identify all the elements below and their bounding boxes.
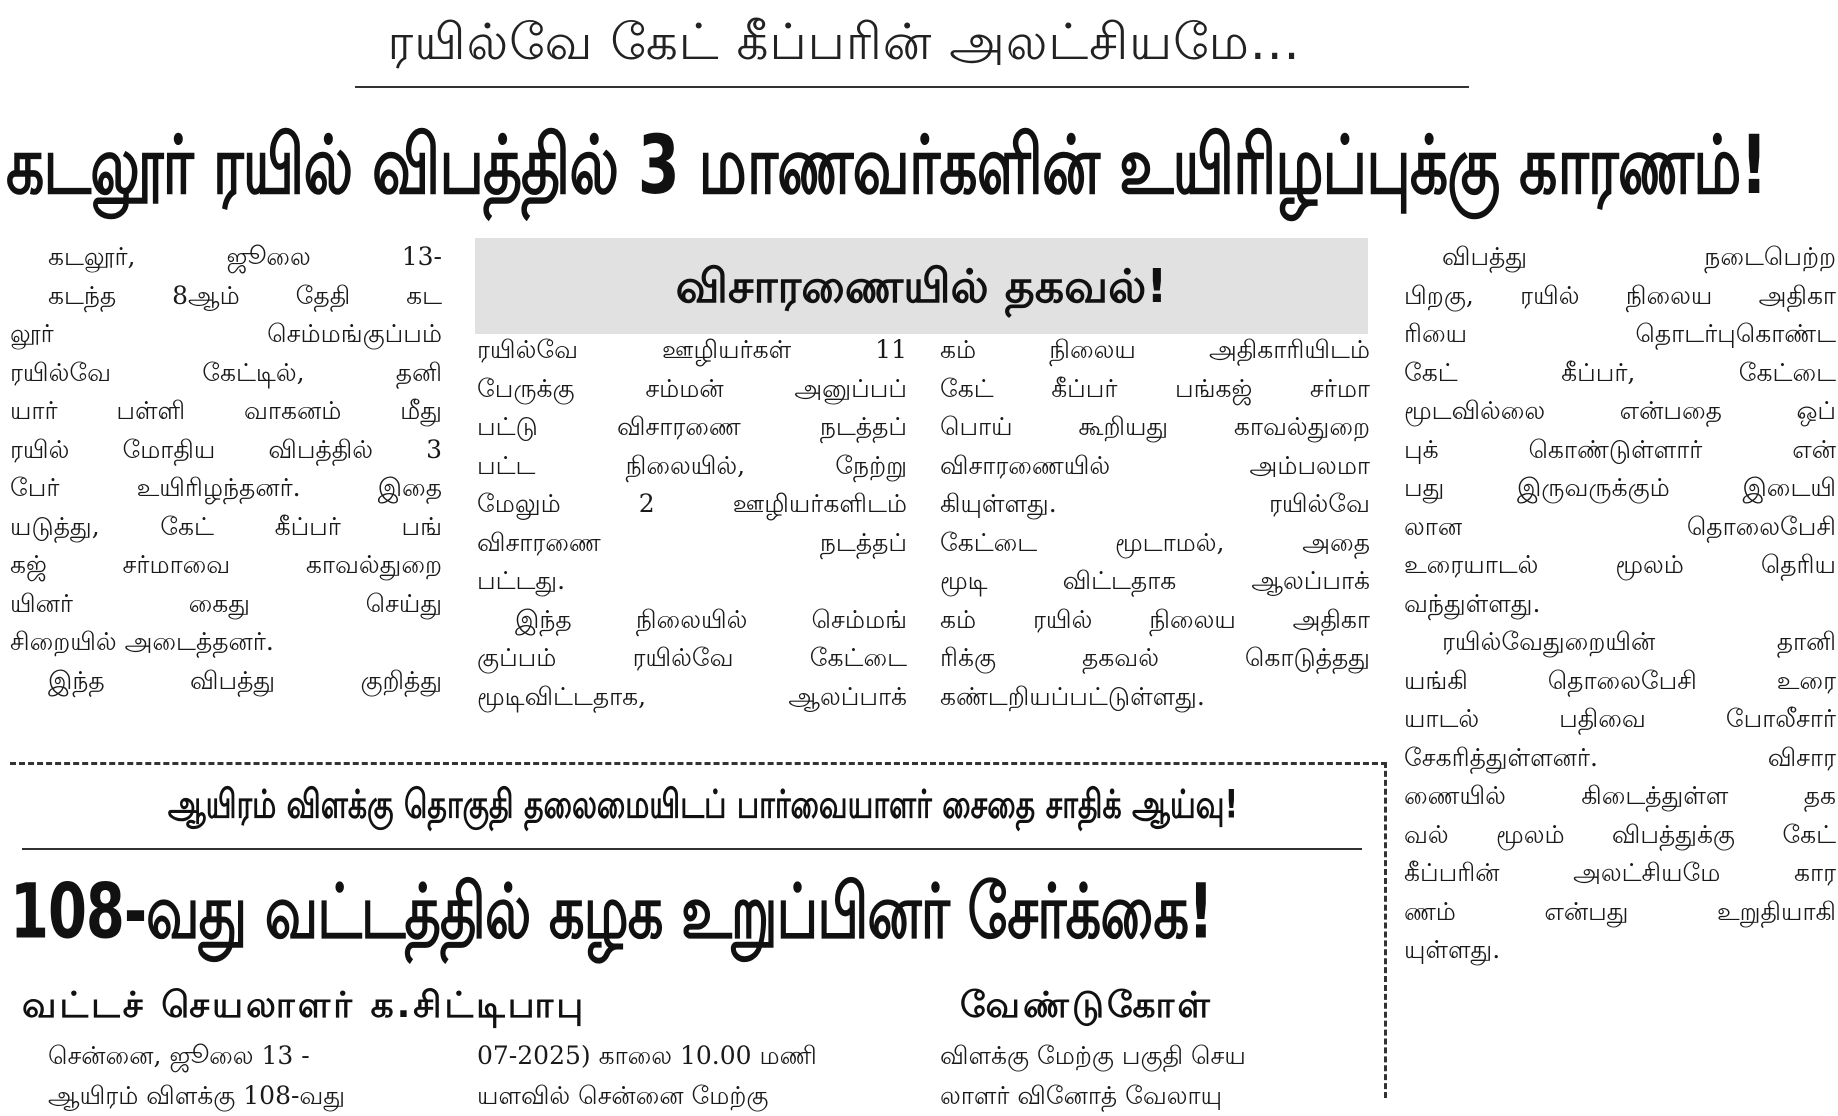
body-line: ரயில்வே கேட்டில், தனி bbox=[10, 357, 442, 387]
article2-border-top bbox=[10, 762, 1387, 765]
body-line: கண்டறியப்பட்டுள்ளது. bbox=[940, 681, 1205, 711]
article2-byline bbox=[22, 976, 1362, 1036]
article1-subhead: விசாரணையில் தகவல்! bbox=[675, 259, 1168, 313]
body-line: லூர் செம்மங்குப்பம் bbox=[10, 319, 442, 348]
body-line: விபத்து நடைபெற்ற bbox=[1442, 242, 1836, 271]
body-line: ஆயிரம் விளக்கு 108-வது bbox=[48, 1081, 346, 1110]
body-line: பிறகு, ரயில் நிலைய அதிகா bbox=[1404, 280, 1836, 310]
body-line: மூடிவிட்டதாக, ஆலப்பாக் bbox=[477, 681, 907, 711]
body-line: குப்பம் ரயில்வே கேட்டை bbox=[477, 643, 907, 672]
body-line: கஜ் சர்மாவை காவல்துறை bbox=[10, 550, 442, 579]
article2-headline: 108-வது வட்டத்தில் கழக உறுப்பினர் சேர்க்கை! bbox=[10, 868, 1213, 957]
body-line: மேலும் 2 ஊழியர்களிடம் bbox=[477, 489, 907, 518]
body-line: மூடி விட்டதாக ஆலப்பாக் bbox=[940, 566, 1370, 595]
body-line: கடந்த 8ஆம் தேதி கட bbox=[48, 280, 442, 310]
body-line: கம் ரயில் நிலைய அதிகா bbox=[940, 604, 1370, 634]
article1-column-4 bbox=[1404, 238, 1836, 970]
body-line: கடலூர், ஜூலை 13- bbox=[48, 242, 442, 271]
body-line: கேட் கீப்பர், கேட்டை bbox=[1404, 357, 1836, 387]
body-line: லாளர் வினோத் வேலாயு bbox=[940, 1081, 1223, 1110]
byline-right: வேண்டுகோள் bbox=[960, 985, 1213, 1026]
article1-headline: கடலூர் ரயில் விபத்தில் 3 மாணவர்களின் உயிரிழப்புக்கு காரணம்! bbox=[6, 118, 1767, 214]
body-line: பேருக்கு சம்மன் அனுப்பப் bbox=[477, 373, 907, 403]
body-line: புக் கொண்டுள்ளார் என் bbox=[1404, 434, 1836, 464]
article2-column-3 bbox=[940, 1036, 1370, 1116]
body-line: விசாரணை நடத்தப் bbox=[477, 527, 907, 557]
body-line: இந்த விபத்து குறித்து bbox=[48, 665, 442, 695]
body-line: மூடவில்லை என்பதை ஒப் bbox=[1404, 396, 1836, 425]
body-line: சென்னை, ஜூலை 13 - bbox=[48, 1041, 310, 1070]
body-line: பட்டது. bbox=[477, 566, 566, 595]
body-line: யினர் கைது செய்து bbox=[10, 588, 442, 618]
body-line: பேர் உயிரிழந்தனர். இதை bbox=[10, 473, 442, 502]
body-line: ரயில்வேதுறையின் தானி bbox=[1442, 627, 1836, 656]
body-line: வந்துள்ளது. bbox=[1404, 588, 1541, 618]
article1-column-2 bbox=[477, 331, 907, 716]
article1-column-3 bbox=[940, 331, 1370, 716]
body-line: கீப்பரின் அலட்சியமே கார bbox=[1404, 858, 1836, 887]
body-line: ணையில் கிடைத்துள்ள தக bbox=[1404, 781, 1836, 810]
body-line: யடுத்து, கேட் கீப்பர் பங் bbox=[10, 511, 442, 541]
body-line: பட்ட நிலையில், நேற்று bbox=[477, 450, 907, 480]
byline-left: வட்டச் செயலாளர் க.சிட்டிபாபு bbox=[22, 985, 587, 1026]
body-line: லான தொலைபேசி bbox=[1404, 511, 1836, 541]
body-line: ரயில்வே ஊழியர்கள் 11 bbox=[477, 335, 907, 364]
body-line: யார் பள்ளி வாகனம் மீது bbox=[10, 396, 442, 425]
body-line: சேகரித்துள்ளனர். விசார bbox=[1404, 742, 1836, 772]
body-line: விளக்கு மேற்கு பகுதி செய bbox=[940, 1041, 1246, 1070]
body-line: கியுள்ளது. ரயில்வே bbox=[940, 489, 1370, 518]
article1-kicker: ரயில்வே கேட் கீப்பரின் அலட்சியமே... bbox=[387, 13, 1301, 71]
article2-kicker: ஆயிரம் விளக்கு தொகுதி தலைமையிடப் பார்வையாளர் சைதை சாதிக் ஆய்வு! bbox=[167, 782, 1239, 829]
body-line: ணம் என்பது உறுதியாகி bbox=[1404, 896, 1836, 926]
body-line: ரயில் மோதிய விபத்தில் 3 bbox=[10, 434, 442, 464]
body-line: கம் நிலைய அதிகாரியிடம் bbox=[940, 335, 1370, 364]
body-line: கேட் கீப்பர் பங்கஜ் சர்மா bbox=[940, 373, 1370, 403]
body-line: கேட்டை மூடாமல், அதை bbox=[940, 527, 1370, 557]
article2-column-2 bbox=[477, 1036, 907, 1116]
body-line: பட்டு விசாரணை நடத்தப் bbox=[477, 412, 907, 441]
body-line: சிறையில் அடைத்தனர். bbox=[10, 627, 274, 656]
body-line: 07-2025) காலை 10.00 மணி bbox=[477, 1041, 817, 1070]
body-line: ரியை தொடர்புகொண்ட bbox=[1404, 319, 1836, 348]
body-line: உரையாடல் மூலம் தெரிய bbox=[1404, 550, 1836, 579]
body-line: பது இருவருக்கும் இடையி bbox=[1404, 473, 1836, 502]
body-line: பொய் கூறியது காவல்துறை bbox=[940, 412, 1370, 441]
body-line: விசாரணையில் அம்பலமா bbox=[940, 450, 1370, 480]
body-line: யங்கி தொலைபேசி உரை bbox=[1404, 665, 1836, 695]
body-line: யளவில் சென்னை மேற்கு bbox=[477, 1081, 769, 1110]
body-line: இந்த நிலையில் செம்மங் bbox=[515, 604, 907, 634]
body-line: வல் மூலம் விபத்துக்கு கேட் bbox=[1404, 819, 1836, 849]
article2-column-1 bbox=[10, 1036, 442, 1116]
body-line: யாடல் பதிவை போலீசார் bbox=[1404, 704, 1836, 733]
body-line: ரிக்கு தகவல் கொடுத்தது bbox=[940, 643, 1370, 672]
body-line: யுள்ளது. bbox=[1404, 935, 1501, 964]
article1-column-1 bbox=[10, 238, 442, 700]
